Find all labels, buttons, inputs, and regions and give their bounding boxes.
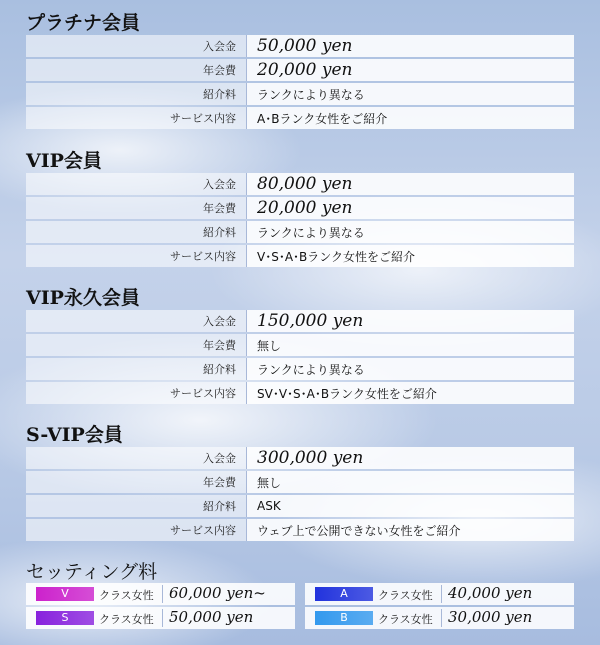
row-value: 150,000 yen: [247, 310, 574, 332]
table-row: [26, 471, 574, 493]
row-label: 紹介料: [26, 83, 247, 105]
row-value: ASK: [247, 495, 574, 517]
row-value: SV･V･S･A･Bランク女性をご紹介: [247, 382, 574, 404]
row-label: 紹介料: [26, 358, 247, 380]
setting-price: 50,000 yen: [169, 608, 254, 626]
section-title-setting-fee: セッティング料: [26, 561, 158, 583]
row-label: 年会費: [26, 197, 247, 219]
table-row: [26, 221, 574, 243]
row-label: 年会費: [26, 471, 247, 493]
setting-price: 30,000 yen: [448, 608, 533, 626]
class-label: クラス女性: [99, 589, 154, 602]
table-row: [26, 83, 574, 105]
setting-price: 40,000 yen: [448, 584, 533, 602]
row-label: 紹介料: [26, 495, 247, 517]
divider: [441, 609, 442, 627]
divider: [441, 585, 442, 603]
row-label: 入会金: [26, 173, 247, 195]
table-row: [26, 35, 574, 57]
row-value: 無し: [247, 334, 574, 356]
table-row: [26, 310, 574, 332]
row-value: ランクにより異なる: [247, 221, 574, 243]
row-value: 20,000 yen: [247, 197, 574, 219]
section-title-s-vip: S-VIP会員: [26, 424, 123, 446]
row-label: サービス内容: [26, 107, 247, 129]
table-row: [26, 173, 574, 195]
row-value: 無し: [247, 471, 574, 493]
row-label: 入会金: [26, 35, 247, 57]
table-row: [26, 59, 574, 81]
row-label: サービス内容: [26, 245, 247, 267]
row-value: 300,000 yen: [247, 447, 574, 469]
row-label: サービス内容: [26, 382, 247, 404]
plan-table-vip-permanent: [26, 308, 574, 406]
divider: [162, 585, 163, 603]
plan-table-vip: [26, 171, 574, 269]
row-label: サービス内容: [26, 519, 247, 541]
setting-item-b: [305, 607, 574, 629]
row-label: 入会金: [26, 310, 247, 332]
row-label: 年会費: [26, 334, 247, 356]
table-row: [26, 519, 574, 541]
class-badge-v: V: [36, 587, 94, 601]
table-row: [26, 358, 574, 380]
row-label: 入会金: [26, 447, 247, 469]
setting-item-v: [26, 583, 295, 605]
table-row: [26, 107, 574, 129]
class-label: クラス女性: [378, 613, 433, 626]
row-label: 年会費: [26, 59, 247, 81]
table-row: [26, 382, 574, 404]
table-row: [26, 495, 574, 517]
divider: [162, 609, 163, 627]
class-badge-s: S: [36, 611, 94, 625]
class-badge-b: B: [315, 611, 373, 625]
table-row: [26, 334, 574, 356]
row-value: 80,000 yen: [247, 173, 574, 195]
row-value: 20,000 yen: [247, 59, 574, 81]
row-label: 紹介料: [26, 221, 247, 243]
row-value: ランクにより異なる: [247, 358, 574, 380]
plan-table-s-vip: [26, 445, 574, 543]
setting-item-s: [26, 607, 295, 629]
section-title-platinum: プラチナ会員: [26, 12, 141, 34]
class-label: クラス女性: [378, 589, 433, 602]
setting-price: 60,000 yen~: [169, 584, 266, 602]
table-row: [26, 197, 574, 219]
section-title-vip-permanent: VIP永久会員: [26, 287, 140, 309]
row-value: 50,000 yen: [247, 35, 574, 57]
class-label: クラス女性: [99, 613, 154, 626]
plan-table-platinum: [26, 33, 574, 131]
row-value: ウェブ上で公開できない女性をご紹介: [247, 519, 574, 541]
row-value: A･Bランク女性をご紹介: [247, 107, 574, 129]
table-row: [26, 245, 574, 267]
row-value: V･S･A･Bランク女性をご紹介: [247, 245, 574, 267]
setting-item-a: [305, 583, 574, 605]
section-title-vip: VIP会員: [26, 150, 102, 172]
class-badge-a: A: [315, 587, 373, 601]
table-row: [26, 447, 574, 469]
row-value: ランクにより異なる: [247, 83, 574, 105]
